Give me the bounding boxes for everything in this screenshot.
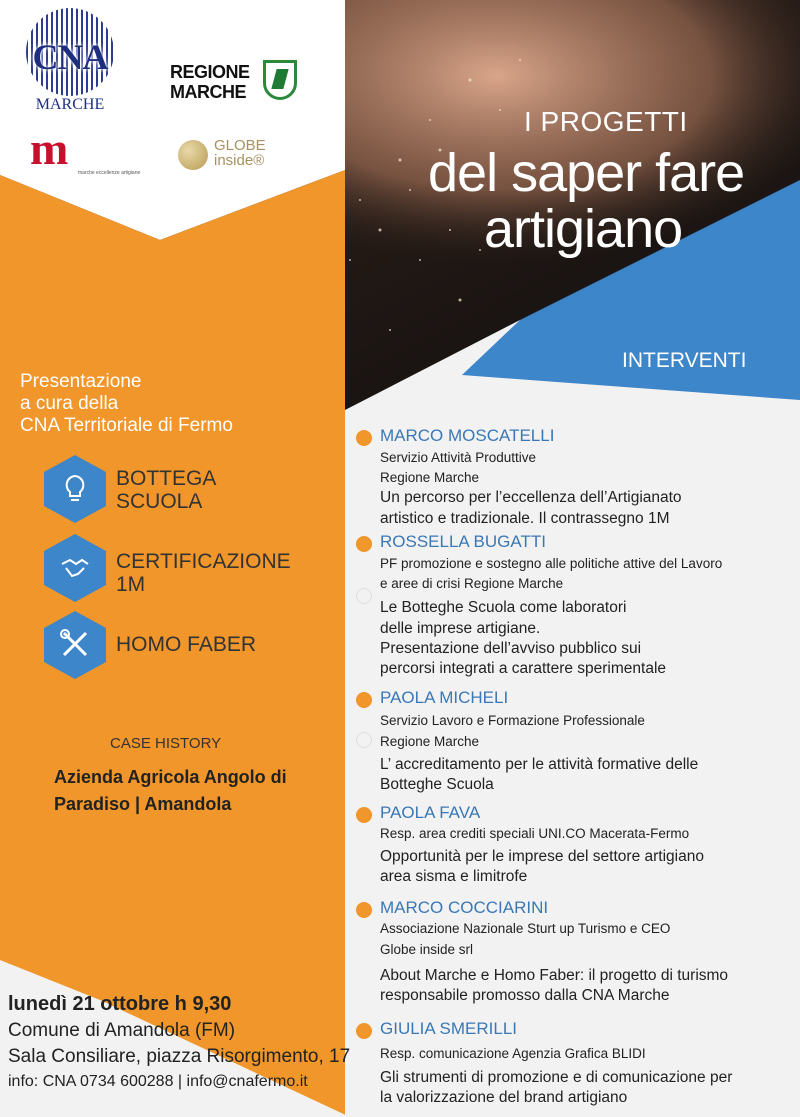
speaker-name: PAOLA MICHELI: [380, 688, 509, 707]
title-sub: artigiano: [484, 199, 683, 259]
speaker-role: e aree di crisi Regione Marche: [380, 576, 564, 591]
regione-shield-icon: [263, 60, 297, 100]
speaker-role: Associazione Nazionale Sturt up Turismo e CEO: [380, 921, 671, 936]
event-details: [8, 993, 351, 1090]
lightbulb-icon: [44, 455, 106, 523]
globe-line1: GLOBE: [214, 137, 266, 154]
speaker-role: PF promozione e sostegno alle politiche attive del Lavoro: [380, 556, 723, 571]
bullet-ring-icon: [356, 732, 372, 748]
case-history-label: CASE HISTORY: [110, 735, 222, 752]
bullet-dot-icon: [356, 430, 372, 446]
speaker-talk: Botteghe Scuola: [380, 776, 494, 793]
bullet-dot-icon: [356, 902, 372, 918]
m-mark: m: [30, 123, 65, 174]
speaker-talk: Gli strumenti di promozione e di comunicazione per: [380, 1069, 733, 1086]
presentazione-line2: a cura della: [20, 393, 119, 414]
bullet-ring-icon: [356, 588, 372, 604]
speaker-role: Globe inside srl: [380, 942, 474, 957]
cna-region: MARCHE: [35, 96, 105, 113]
feature-label-line1: HOMO FABER: [116, 633, 257, 656]
speaker-talk: About Marche e Homo Faber: il progetto di turismo: [380, 967, 729, 984]
feature-label-line2: SCUOLA: [116, 490, 203, 513]
regione-marche-logo: [170, 60, 310, 110]
speaker-role: Resp. comunicazione Agenzia Grafica BLIDI: [380, 1046, 646, 1061]
presentazione-line3: CNA Territoriale di Fermo: [20, 415, 233, 436]
title-kicker: I PROGETTI: [524, 106, 688, 137]
bullet-dot-icon: [356, 692, 372, 708]
speaker-name: PAOLA FAVA: [380, 803, 481, 822]
speaker-talk: Un percorso per l’eccellenza dell’Artigianato: [380, 489, 682, 506]
event-room: Sala Consiliare, piazza Risorgimento, 17: [8, 1046, 351, 1067]
globe-icon: [178, 140, 208, 170]
cna-wordmark: CNA: [32, 37, 108, 77]
bullet-dot-icon: [356, 1023, 372, 1039]
speaker-role: Servizio Lavoro e Formazione Professionale: [380, 713, 645, 728]
bullet-dot-icon: [356, 807, 372, 823]
feature-bottega-scuola: [44, 455, 324, 535]
event-date: lunedì 21 ottobre h 9,30: [8, 993, 232, 1015]
speaker-talk: Le Botteghe Scuola come laboratori: [380, 599, 627, 616]
case-history-name: [54, 764, 344, 818]
speaker-talk: area sisma e limitrofe: [380, 868, 528, 885]
speaker-talk: L’ accreditamento per le attività formative delle: [380, 756, 699, 773]
tools-icon: [44, 611, 106, 679]
case-history-line1: Azienda Agricola Angolo di: [54, 767, 287, 787]
presentazione-block: [20, 371, 233, 437]
title-main: del saper fare: [428, 143, 745, 203]
marche-eccellenze-logo: [30, 123, 170, 176]
speaker-talk: la valorizzazione del brand artigiano: [380, 1089, 628, 1106]
speaker-role: Resp. area crediti speciali UNI.CO Macerata-Fermo: [380, 826, 690, 841]
speaker-name: MARCO MOSCATELLI: [380, 426, 555, 445]
cna-logo: [20, 8, 120, 118]
feature-label-line2: 1M: [116, 573, 146, 596]
event-place: Comune di Amandola (FM): [8, 1020, 236, 1041]
feature-label-line1: CERTIFICAZIONE: [116, 550, 291, 573]
speaker-talk: Opportunità per le imprese del settore artigiano: [380, 848, 704, 865]
interventi-heading: INTERVENTI: [622, 349, 747, 372]
regione-line2: MARCHE: [170, 82, 246, 102]
m-caption: marche eccellenze artigiane: [78, 170, 141, 176]
event-contact: info: CNA 0734 600288 | info@cnafermo.it: [8, 1073, 308, 1090]
speaker-talk: delle imprese artigiane.: [380, 620, 541, 637]
regione-line1: REGIONE: [170, 62, 250, 82]
speaker-name: GIULIA SMERILLI: [380, 1019, 517, 1038]
speaker-talk: responsabile promosso dalla CNA Marche: [380, 987, 670, 1004]
globe-line2: inside®: [214, 152, 265, 169]
speaker-name: ROSSELLA BUGATTI: [380, 532, 546, 551]
speaker-talk: percorsi integrati a carattere sperimentale: [380, 660, 667, 677]
handshake-icon: [44, 534, 106, 602]
feature-certificazione: [44, 534, 324, 614]
presentazione-line1: Presentazione: [20, 371, 142, 392]
speaker-talk: Presentazione dell’avviso pubblico sui: [380, 640, 642, 657]
feature-homo-faber: [44, 611, 324, 691]
speaker-role: Servizio Attività Produttive: [380, 450, 537, 465]
speaker-role: Regione Marche: [380, 734, 480, 749]
globe-inside-logo: [178, 136, 308, 176]
feature-label-line1: BOTTEGA: [116, 467, 217, 490]
case-history-line2: Paradiso | Amandola: [54, 794, 232, 814]
speaker-role: Regione Marche: [380, 470, 480, 485]
speaker-name: MARCO COCCIARINI: [380, 898, 549, 917]
speaker-talk: artistico e tradizionale. Il contrassegno 1M: [380, 510, 670, 527]
bullet-dot-icon: [356, 536, 372, 552]
